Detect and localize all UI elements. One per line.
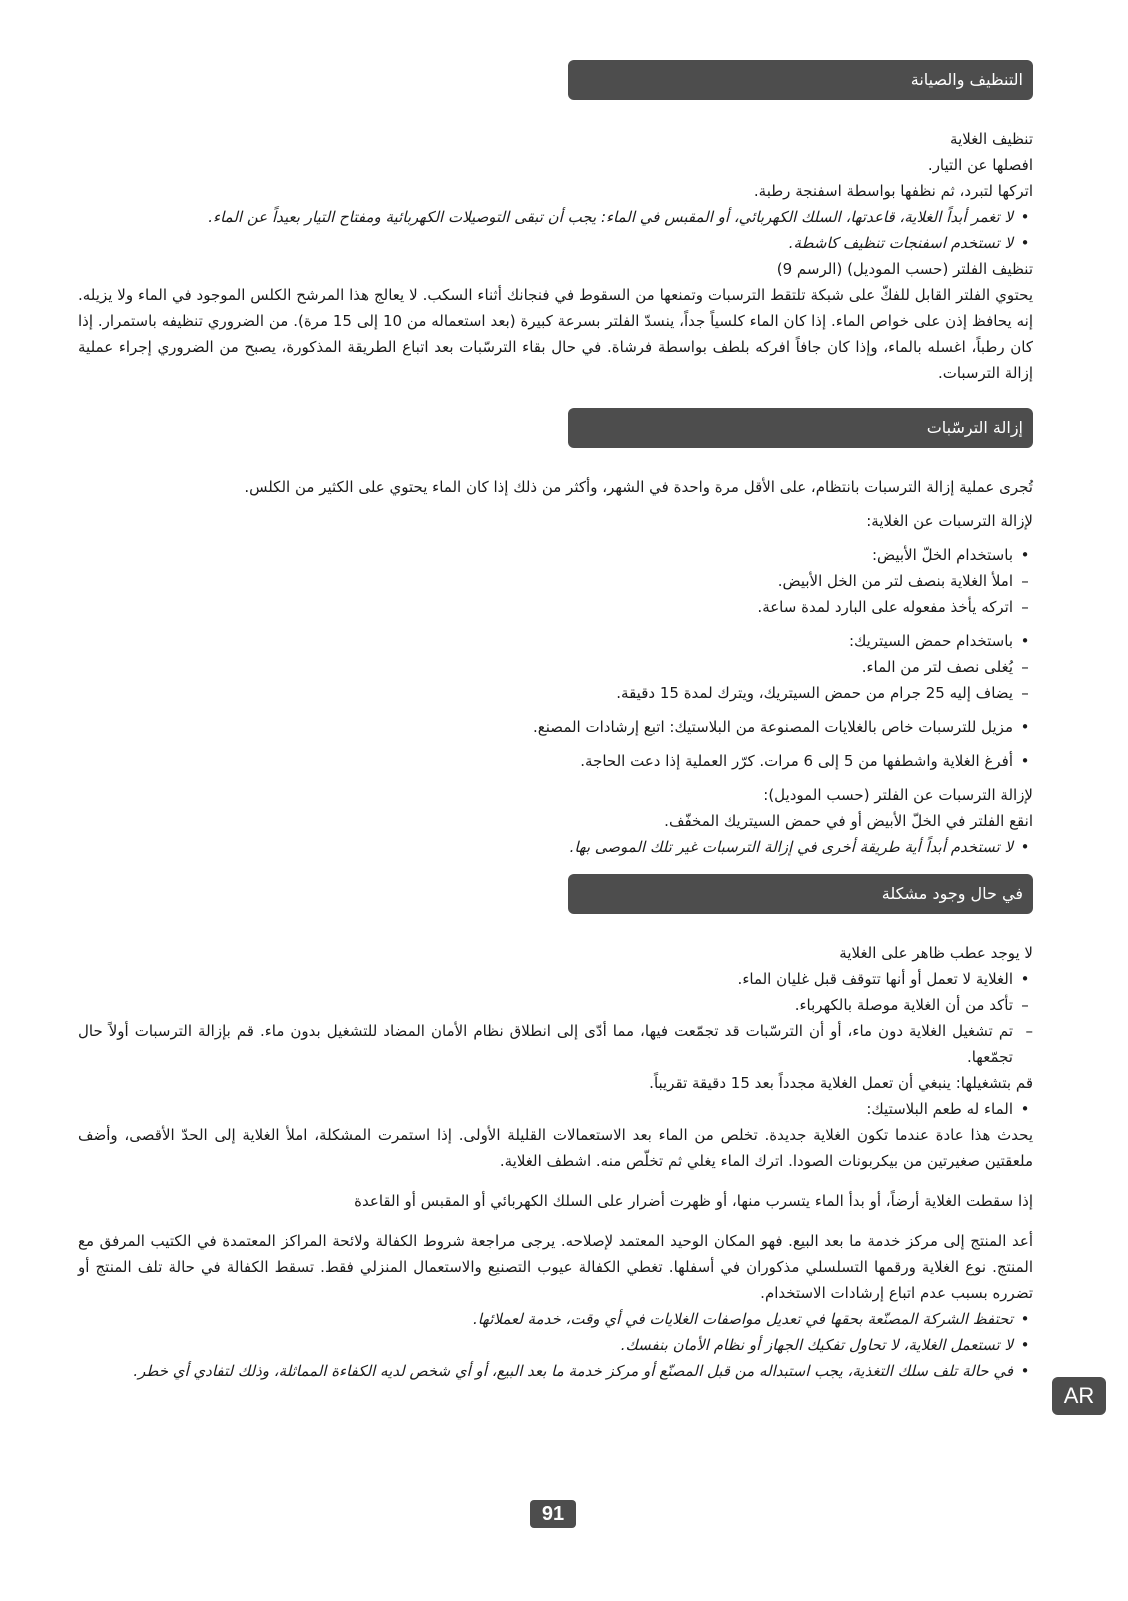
descaling-intro: تُجرى عملية إزالة الترسبات بانتظام، على الأقل مرة واحدة في الشهر، وأكثر من ذلك إذا كان الماء يحتوي على الكثير من الكلس.: [244, 478, 1033, 496]
dry-boil-tip: تم تشغيل الغلاية دون ماء، أو أن الترسّبات قد تجمّعت فيها، مما أدّى إلى انطلاق نظام الأمان المضاد للتشغيل بدون ماء. قم بإزالة الترسبات أولاً حال تجمّعها.: [78, 1022, 1013, 1066]
vinegar-step-1: املأ الغلاية بنصف لتر من الخل الأبيض.: [777, 572, 1013, 590]
descaling-filter-title: لإزالة الترسبات عن الفلتر (حسب الموديل):: [763, 786, 1033, 804]
dash-marker: –: [1021, 996, 1029, 1014]
bullet-item: [78, 834, 1033, 860]
unplug-text: افصلها عن التيار.: [927, 156, 1033, 174]
bullet-item: [78, 1306, 1033, 1332]
plastic-taste-issue: الماء له طعم البلاستيك:: [866, 1100, 1013, 1118]
filter-cleaning-title: تنظيف الفلتر (حسب الموديل) (الرسم 9): [776, 260, 1033, 278]
dash-item: [78, 568, 1033, 594]
dash-marker: –: [1021, 572, 1029, 590]
bullet-item: [78, 748, 1033, 774]
damage-text: إذا سقطت الغلاية أرضاً، أو بدأ الماء يتسرب منها، أو ظهرت أضرار على السلك الكهربائي أو المقبس أو القاعدة: [354, 1192, 1033, 1210]
bullet-marker: •: [1020, 970, 1030, 988]
no-abrasive-warning: لا تستخدم اسفنجات تنظيف كاشطة.: [788, 234, 1013, 252]
bullet-marker: •: [1020, 234, 1030, 252]
bullet-item: [78, 1358, 1033, 1384]
no-disassembly-note: لا تستعمل الغلاية، لا تحاول تفكيك الجهاز أو نظام الأمان بنفسك.: [620, 1336, 1013, 1354]
bullet-marker: •: [1020, 838, 1030, 856]
dash-item: [78, 594, 1033, 620]
rinse-step: أفرغ الغلاية واشطفها من 5 إلى 6 مرات. كرّر العملية إذا دعت الحاجة.: [580, 752, 1013, 770]
check-power-tip: تأكد من أن الغلاية موصلة بالكهرباء.: [794, 996, 1013, 1014]
bullet-item: [78, 230, 1033, 256]
descaling-filter-text: انقع الفلتر في الخلّ الأبيض أو في حمض السيتريك المخفّف.: [664, 812, 1033, 830]
bullet-marker: •: [1020, 1100, 1030, 1118]
bullet-item: [78, 204, 1033, 230]
bullet-marker: •: [1020, 752, 1030, 770]
cord-replacement-note: في حالة تلف سلك التغذية، يجب استبداله من قبل المصنّع أو مركز خدمة ما بعد البيع، أو أي شخص لديه الكفاءة المماثلة، وذلك لتفادي أي خطر.: [133, 1362, 1013, 1380]
page-number: 91: [530, 1500, 576, 1528]
bullet-item: [78, 1332, 1033, 1358]
dash-marker: –: [1025, 1022, 1033, 1040]
citric-method: باستخدام حمض السيتريك:: [848, 632, 1013, 650]
no-immerse-warning: لا تغمر أبداً الغلاية، قاعدتها، السلك الكهربائي، أو المقبس في الماء: يجب أن تبقى التوصيلات الكهربائية ومفتاح التيار بعيداً عن الماء.: [208, 208, 1013, 226]
cool-text: اتركها لتبرد، ثم نظفها بواسطة اسفنجة رطبة.: [753, 182, 1033, 200]
bullet-marker: •: [1020, 632, 1030, 650]
service-text: أعد المنتج إلى مركز خدمة ما بعد البيع. فهو المكان الوحيد المعتمد لإصلاحه. يرجى مراجعة شروط الكفالة ولائحة المراكز المعتمدة في الكتيب المرفق مع المنتج. نوع الغلاية ورقمها التسلسلي مذكوران في أسفلها. تغطي الكفالة عيوب التصنيع والاستعمال المنزلي فقط. تسقط الكفالة في حالة تلف المنتج أو تضرره بسبب عدم اتباع إرشادات الاستخدام.: [78, 1232, 1033, 1302]
manufacturer-note: تحتفظ الشركة المصنّعة بحقها في تعديل مواصفات الغلايات في أي وقت، خدمة لعملائها.: [472, 1310, 1013, 1328]
dash-item: [78, 680, 1033, 706]
dash-marker: –: [1021, 598, 1029, 616]
citric-step-1: يُغلى نصف لتر من الماء.: [861, 658, 1013, 676]
bullet-marker: •: [1020, 1336, 1030, 1354]
bullet-item: [78, 1096, 1033, 1122]
bullet-marker: •: [1020, 546, 1030, 564]
descaling-kettle-title: لإزالة الترسبات عن الغلاية:: [866, 512, 1033, 530]
content-column: [78, 60, 1033, 1384]
bullet-item: [78, 966, 1033, 992]
bullet-item: [78, 714, 1033, 740]
descaling-warning: لا تستخدم أبداً أية طريقة أخرى في إزالة الترسبات غير تلك الموصى بها.: [569, 838, 1013, 856]
bullet-marker: •: [1020, 718, 1030, 736]
section-header-trouble: في حال وجود مشكلة: [568, 874, 1033, 914]
plastic-taste-text: يحدث هذا عادة عندما تكون الغلاية جديدة. تخلص من الماء بعد الاستعمالات القليلة الأولى. إذا استمرت المشكلة، املأ الغلاية إلى الحدّ الأقصى، وأضف ملعقتين صغيرتين من بيكربونات الصودا. اترك الماء يغلي ثم تخلّص منه. اشطف الغلاية.: [78, 1126, 1033, 1170]
bullet-item: [78, 628, 1033, 654]
no-fault-title: لا يوجد عطب ظاهر على الغلاية: [839, 944, 1033, 962]
dash-item: [78, 1018, 1033, 1070]
citric-step-2: يضاف إليه 25 جرام من حمض السيتريك، ويترك لمدة 15 دقيقة.: [616, 684, 1013, 702]
kettle-cleaning-title: تنظيف الغلاية: [950, 130, 1033, 148]
dash-marker: –: [1021, 684, 1029, 702]
bullet-marker: •: [1020, 1310, 1030, 1328]
dash-marker: –: [1021, 658, 1029, 676]
plastic-descaler: مزيل للترسبات خاص بالغلايات المصنوعة من البلاستيك: اتبع إرشادات المصنع.: [533, 718, 1013, 736]
section-header-descaling: إزالة الترسّبات: [568, 408, 1033, 448]
bullet-item: [78, 542, 1033, 568]
dash-item: [78, 654, 1033, 680]
dash-item: [78, 992, 1033, 1018]
bullet-marker: •: [1020, 1362, 1030, 1380]
vinegar-step-2: اتركه يأخذ مفعوله على البارد لمدة ساعة.: [757, 598, 1013, 616]
restart-text: قم بتشغيلها: ينبغي أن تعمل الغلاية مجدداً بعد 15 دقيقة تقريباً.: [649, 1074, 1033, 1092]
not-working-issue: الغلاية لا تعمل أو أنها تتوقف قبل غليان الماء.: [737, 970, 1013, 988]
language-tab: AR: [1052, 1377, 1106, 1415]
vinegar-method: باستخدام الخلّ الأبيض:: [871, 546, 1013, 564]
section-header-cleaning: التنظيف والصيانة: [568, 60, 1033, 100]
filter-cleaning-text: يحتوي الفلتر القابل للفكّ على شبكة تلتقط الترسبات وتمنعها من السقوط في فنجانك أثناء السكب. لا يعالج هذا المرشح الكلس الموجود في الماء ولا يزيله. إنه يحافظ إذن على خواص الماء. إذا كان الماء كلسياً جداً، ينسدّ الفلتر بسرعة كبيرة (بعد استعماله من 10 إلى 15 مرة). من الضروري تنظيفه باستمرار. إذا كان رطباً، اغسله بالماء، وإذا كان جافاً افركه بلطف بواسطة فرشاة. في حال بقاء الترسّبات بعد اتباع الطريقة المذكورة، يصبح من الضروري إجراء عملية إزالة الترسبات.: [78, 286, 1033, 382]
bullet-marker: •: [1020, 208, 1030, 226]
